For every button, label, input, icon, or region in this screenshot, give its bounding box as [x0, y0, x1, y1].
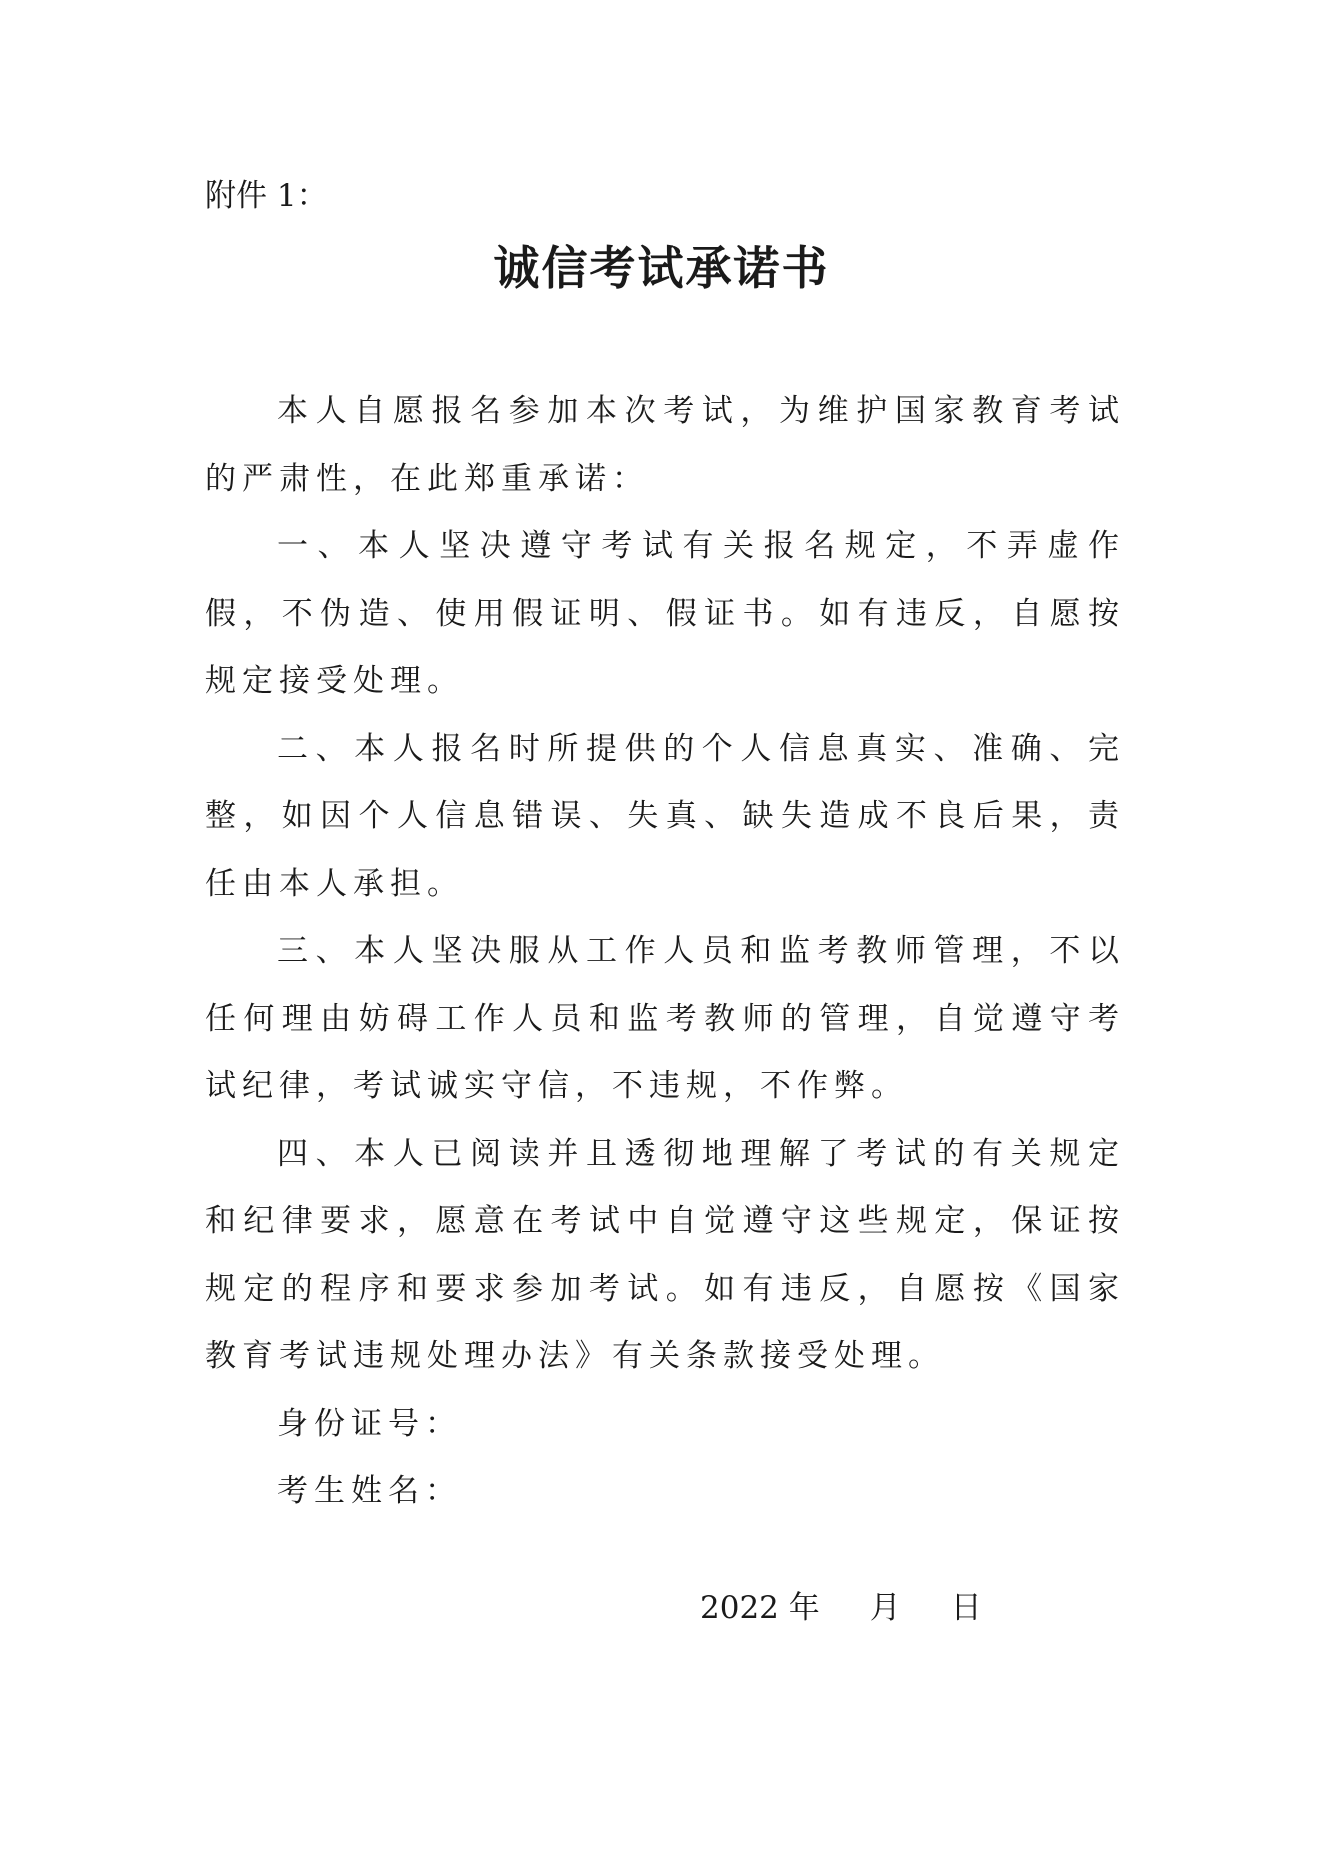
clause-4: 四、本人已阅读并且透彻地理解了考试的有关规定和纪律要求，愿意在考试中自觉遵守这些规定，保证按规定的程序和要求参加考试。如有违反，自愿按《国家教育考试违规处理办法》有关条款接受处理。 — [205, 1135, 1125, 1374]
id-number-label: 身份证号： — [277, 1405, 462, 1442]
intro-paragraph: 本人自愿报名参加本次考试，为维护国家教育考试的严肃性，在此郑重承诺： — [205, 393, 1125, 497]
clause-2: 二、本人报名时所提供的个人信息真实、准确、完整，如因个人信息错误、失真、缺失造成不良后果，责任由本人承担。 — [205, 730, 1125, 902]
date-year: 2022 年 — [700, 1590, 820, 1626]
signature-date — [700, 1588, 982, 1628]
document-body — [205, 378, 1125, 1526]
date-day: 日 — [950, 1590, 982, 1626]
candidate-name-label: 考生姓名： — [277, 1473, 462, 1509]
attachment-label: 附件 1： — [205, 178, 328, 214]
clause-3: 三、本人坚决服从工作人员和监考教师管理，不以任何理由妨碍工作人员和监考教师的管理，自觉遵守考试纪律，考试诚实守信，不违规，不作弊。 — [205, 933, 1125, 1104]
document-title: 诚信考试承诺书 — [493, 241, 830, 295]
clause-1: 一、本人坚决遵守考试有关报名规定，不弄虚作假，不伪造、使用假证明、假证书。如有违反，自愿按规定接受处理。 — [205, 528, 1125, 699]
date-month: 月 — [869, 1590, 901, 1626]
